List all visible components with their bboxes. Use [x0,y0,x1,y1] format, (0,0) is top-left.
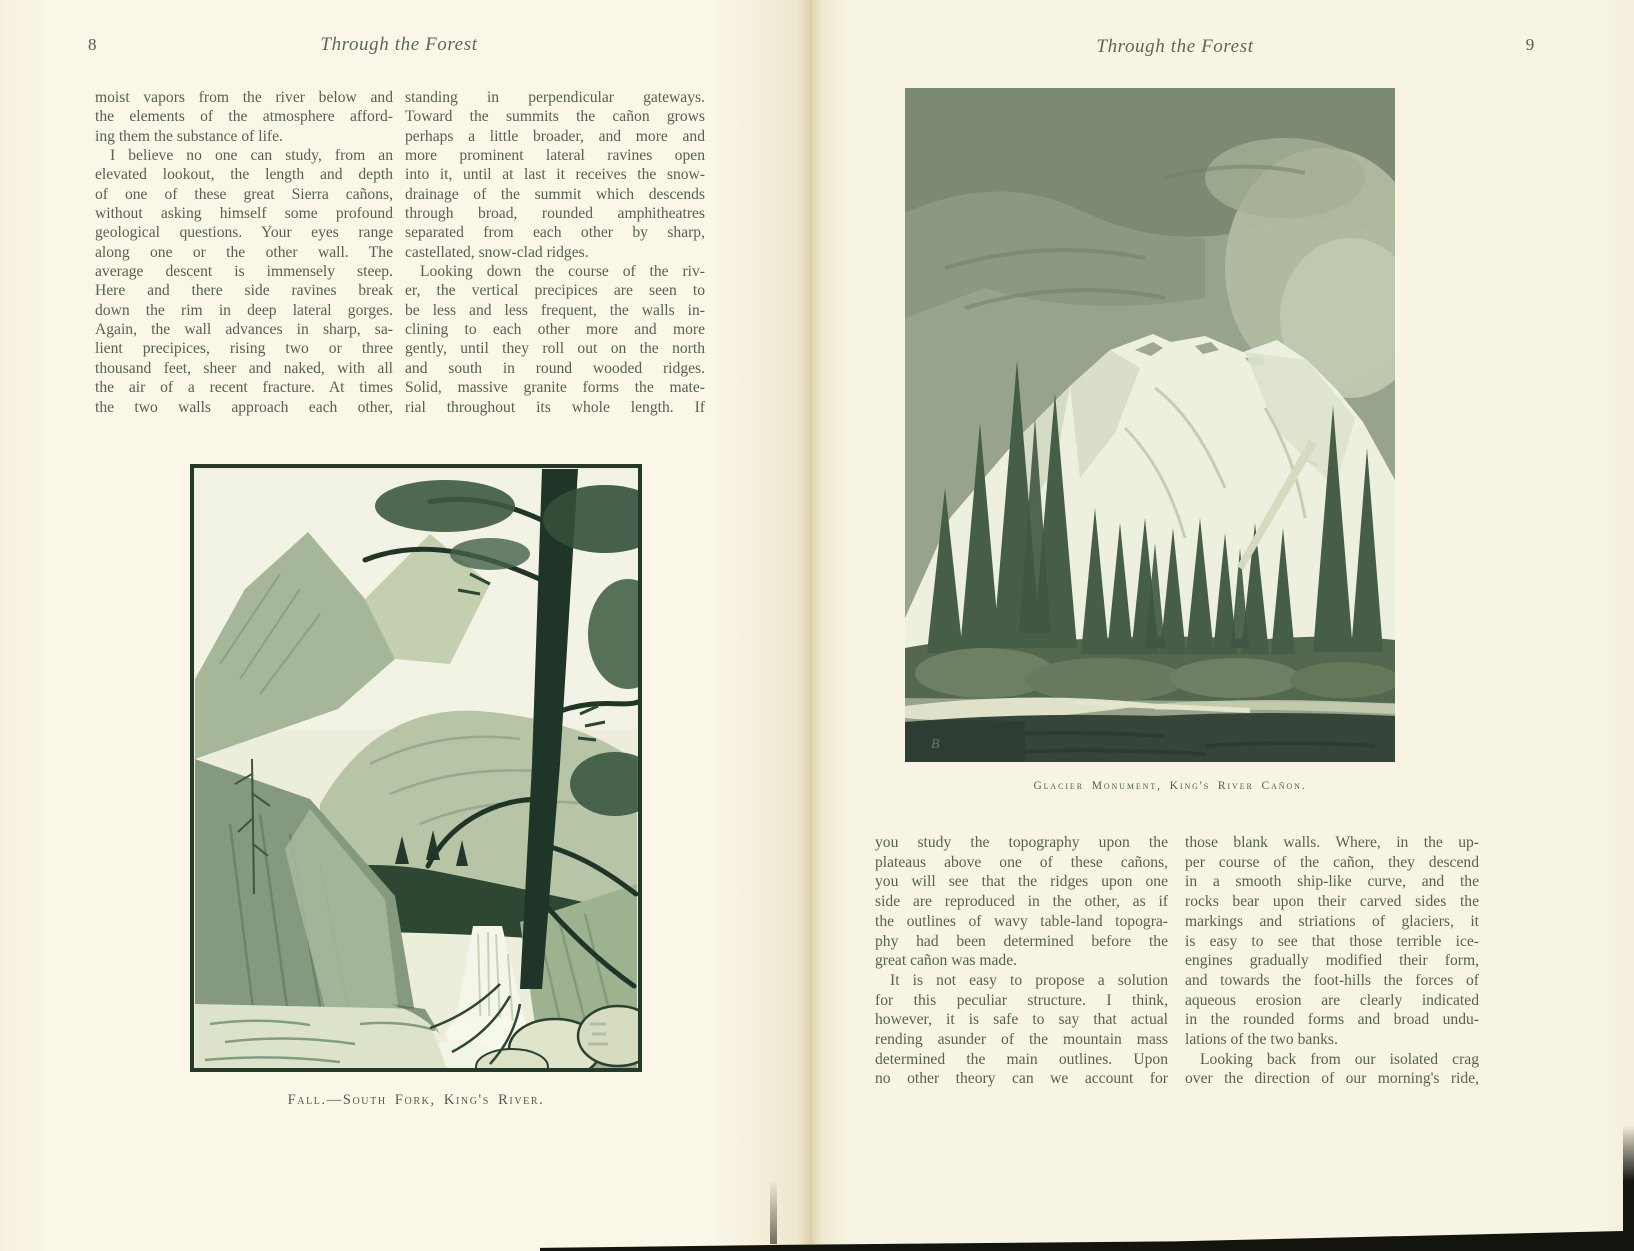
text-line: over the direction of our morning's ride, [1185,1070,1479,1088]
text-line: great cañon was made. [875,952,1018,970]
text-line: er, the vertical precipices are seen to [405,282,705,300]
glacier-monument-caption: Glacier Monument, King's River Cañon. [1033,780,1307,792]
text-line: rial throughout its whole length. If [405,398,705,416]
text-line: standing in perpendicular gateways. [405,89,705,106]
text-line: side are reproduced in the other, as if [875,893,1168,911]
text-line: per course of the cañon, they descend [1185,853,1479,871]
text-line: however, it is safe to say that actual [875,1011,1168,1029]
text-line: markings and striations of glaciers, it [1185,912,1479,930]
left-page-number: 8 [88,35,97,54]
glacier-monument-halftone [905,88,1395,762]
text-line: lations of the two banks. [1185,1031,1338,1049]
text-line: in the rounded forms and broad undu- [1185,1011,1479,1029]
text-column-left-1 [95,88,393,417]
text-line: phy had been determined before the [875,932,1168,950]
text-column-right-2 [1185,833,1479,1089]
waterfall-caption: Fall.—South Fork, King's River. [287,1092,545,1108]
text-line: gently, until they roll out on the north [405,340,705,358]
right-page-number: 9 [1525,35,1535,54]
text-line: elevated lookout, the length and depth [95,166,393,184]
text-line: the two walls approach each other, [95,398,393,416]
text-line: Looking down the course of the riv- [420,263,705,281]
text-line: rocks bear upon their carved sides the [1185,893,1479,911]
text-line: be less and less frequent, the walls in- [405,301,705,319]
text-line: the elements of the atmosphere afford- [95,108,393,126]
text-line: moist vapors from the river below and [95,89,393,106]
text-line: of one of these great Sierra cañons, [95,185,393,203]
text-line: rending asunder of the mountain mass [875,1031,1168,1049]
text-line: is easy to see that those terrible ice- [1185,932,1479,950]
text-line: determined the main outlines. Upon [875,1050,1168,1068]
text-line: and south in round wooded ridges. [405,359,705,377]
text-line: for this peculiar structure. I think, [875,991,1168,1009]
text-line: along one or the other wall. The [95,243,393,261]
text-line: plateaus above one of these cañons, [875,853,1168,871]
text-line: thousand feet, sheer and naked, with all [95,359,393,377]
gutter-shadow [770,1180,777,1244]
text-line: perhaps a little broader, and more and [405,127,705,145]
text-line: I believe no one can study, from an [110,147,393,165]
text-line: the air of a recent fracture. At times [95,379,393,397]
text-line: geological questions. Your eyes range [95,224,393,242]
text-line: you will see that the ridges upon one [875,873,1168,891]
text-line: drainage of the summit which descends [405,185,705,203]
text-column-right-1 [875,833,1168,1089]
text-line: and towards the foot-hills the forces of [1185,971,1479,989]
waterfall-engraving [190,464,642,1072]
book-edge-shadow-right [1623,1125,1634,1251]
text-line: the outlines of wavy table-land topogra- [875,912,1168,930]
artist-monogram: B [931,737,940,752]
text-line: ing them the substance of life. [95,127,283,145]
text-line: separated from each other by sharp, [405,224,705,242]
text-line: those blank walls. Where, in the up- [1185,834,1479,851]
page-gutter [798,0,824,1251]
text-line: Here and there side ravines break [95,282,393,300]
text-line: you study the topography upon the [875,834,1168,851]
text-line: more prominent lateral ravines open [405,147,705,165]
text-line: through broad, rounded amphitheatres [405,205,705,223]
text-line: in a smooth ship-like curve, and the [1185,873,1479,891]
right-running-title: Through the Forest [1096,36,1254,57]
text-line: down the rim in deep lateral gorges. [95,301,393,319]
glacier-monument-illustration [905,88,1397,764]
text-line: Again, the wall advances in sharp, sa- [95,321,393,339]
text-line: lient precipices, rising two or three [95,340,393,358]
text-line: Solid, massive granite forms the mate- [405,379,705,397]
text-line: engines gradually modified their form, [1185,952,1479,970]
text-line: aqueous erosion are clearly indicated [1185,991,1479,1009]
left-running-title: Through the Forest [320,34,478,55]
text-line: average descent is immensely steep. [95,263,393,281]
text-line: into it, until at last it receives the snow- [405,166,705,184]
text-line: no other theory can we account for [875,1070,1168,1088]
text-column-left-2 [405,88,705,417]
text-line: clining to each other more and more [405,321,705,339]
text-line: castellated, snow-clad ridges. [405,243,589,261]
text-line: Looking back from our isolated crag [1200,1050,1479,1068]
text-line: Toward the summits the cañon grows [405,108,705,126]
waterfall-illustration [190,464,642,1074]
text-line: It is not easy to propose a solution [890,971,1168,989]
text-line: without asking himself some profound [95,205,393,223]
